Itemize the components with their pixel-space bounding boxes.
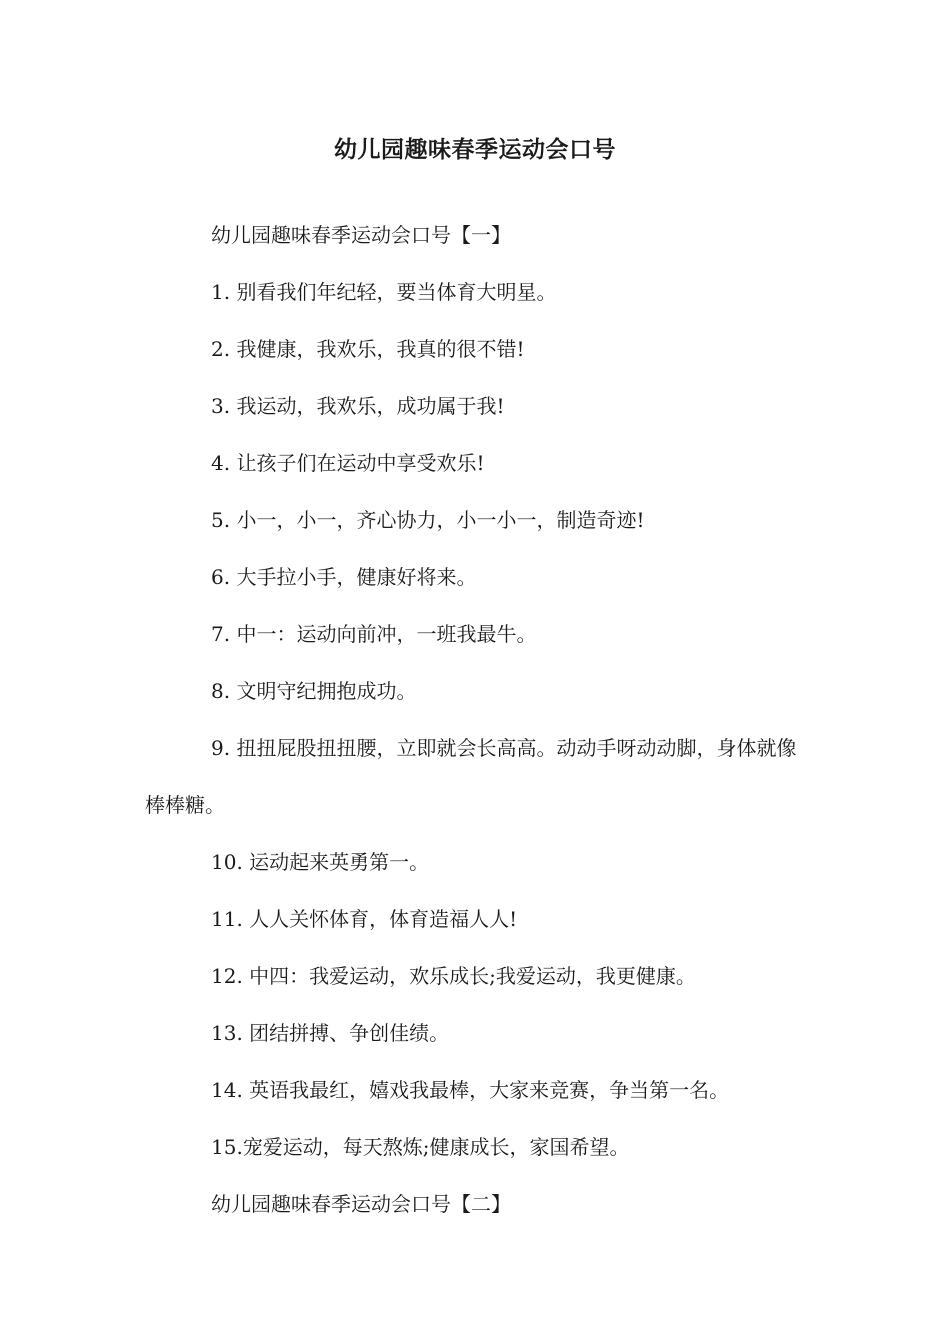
slogan-item: 5. 小一，小一，齐心协力，小一小一，制造奇迹! xyxy=(211,508,645,532)
document-body xyxy=(145,207,810,1233)
slogan-item: 13. 团结拼搏、争创佳绩。 xyxy=(211,1021,450,1045)
section-heading-1: 幼儿园趣味春季运动会口号【一】 xyxy=(211,223,511,247)
document-title: 幼儿园趣味春季运动会口号 xyxy=(334,136,616,163)
slogan-item: 4. 让孩子们在运动中享受欢乐! xyxy=(211,451,485,475)
slogan-item: 6. 大手拉小手，健康好将来。 xyxy=(211,565,477,589)
slogan-item: 14. 英语我最红，嬉戏我最棒，大家来竞赛，争当第一名。 xyxy=(211,1078,730,1102)
slogan-item: 8. 文明守纪拥抱成功。 xyxy=(211,679,417,703)
slogan-item: 12. 中四：我爱运动，欢乐成长;我爱运动，我更健康。 xyxy=(211,964,696,988)
slogan-item: 15.宠爱运动，每天熬炼;健康成长，家国希望。 xyxy=(211,1135,630,1159)
slogan-item: 7. 中一：运动向前冲，一班我最牛。 xyxy=(211,622,537,646)
slogan-item: 3. 我运动，我欢乐，成功属于我! xyxy=(211,394,505,418)
section-heading-2: 幼儿园趣味春季运动会口号【二】 xyxy=(211,1192,511,1216)
slogan-item: 10. 运动起来英勇第一。 xyxy=(211,850,430,874)
slogan-item: 9. 扭扭屁股扭扭腰，立即就会长高高。动动手呀动动脚，身体就像棒棒糖。 xyxy=(145,736,797,817)
slogan-item: 11. 人人关怀体育，体育造福人人! xyxy=(211,907,518,931)
slogan-item: 1. 别看我们年纪轻，要当体育大明星。 xyxy=(211,280,557,304)
slogan-item: 2. 我健康，我欢乐，我真的很不错! xyxy=(211,337,525,361)
